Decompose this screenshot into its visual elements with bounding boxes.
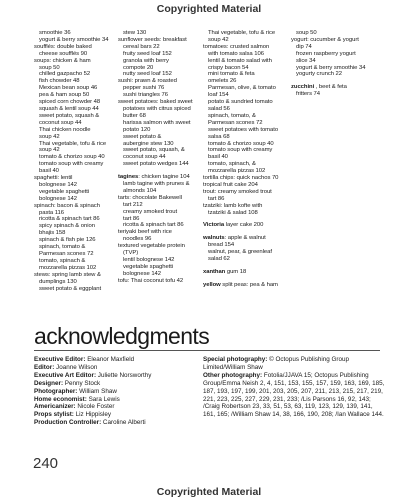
index-entry: pasta 116: [39, 209, 64, 216]
index-entry: basil 40: [208, 154, 228, 161]
index-entry: bolognese 142: [39, 195, 78, 202]
index-entry: mozzarella pizzas 102: [39, 264, 97, 271]
credit-line: [34, 403, 199, 411]
index-entry: spaghetti: lentil: [34, 175, 73, 182]
credit-name: William Shaw: [77, 387, 117, 395]
index-entry: omelets 26: [208, 78, 237, 85]
credit-role: Executive Editor:: [34, 356, 86, 363]
credit-line: [34, 388, 199, 396]
index-entry: butter 68: [123, 112, 146, 119]
index-entry: Parmesan scones 72: [39, 251, 94, 257]
credit-role: Photographer:: [34, 387, 78, 395]
index-entry: tagines: chicken tagine 104: [118, 174, 190, 181]
index-entry: Parmesan scones 72: [208, 119, 263, 126]
index-entry: bolognese 142: [123, 270, 162, 277]
index-entry: sushi triangles 76: [123, 92, 168, 99]
index-entry: Thai vegetable, tofu & rice: [39, 140, 107, 147]
index-entry: pea & ham soup 50: [39, 92, 90, 99]
index-entry: stews: spring lamb stew &: [34, 271, 101, 278]
index-entry: frozen raspberry yogurt: [296, 50, 356, 57]
index-entry: nutty seed loaf 152: [123, 71, 172, 78]
index-entry: fruity seed loaf 152: [123, 50, 172, 57]
index-entry: slice 34: [296, 57, 316, 64]
credit-role: Other photography:: [203, 371, 263, 379]
index-headword: Victoria: [203, 222, 225, 229]
index-entry: lentil & tomato salad with: [208, 57, 272, 64]
index-entry: crispy bacon 54: [208, 64, 249, 71]
index-entry: spiced corn chowder 48: [39, 99, 101, 106]
index-entry: stew 130: [123, 30, 147, 36]
index-entry: tzatziki & salad 108: [208, 209, 258, 216]
credit-line: [34, 380, 199, 388]
index-headword: yellow: [203, 281, 221, 288]
credit-name: Sara Lewis: [86, 395, 120, 403]
credit-role: Production Controller:: [34, 419, 102, 427]
index-entry: yogurt & berry smoothie 34: [39, 36, 109, 43]
index-entry: squash & lentil soup 44: [39, 105, 99, 112]
index-entry: sweet potatoes: baked sweet: [118, 99, 193, 106]
page-number: 240: [33, 455, 59, 472]
index-entry: salad 56: [208, 105, 230, 112]
index-entry: tomato & chorizo soup 40: [39, 154, 105, 161]
index-entry: bhajis 158: [39, 230, 66, 237]
index-entry: sunflower seeds: breakfast: [118, 36, 187, 43]
index-entry: lamb tagine with prunes &: [123, 181, 190, 188]
index-entry: noodles 96: [123, 236, 152, 243]
index-entry: spicy spinach & onion: [39, 223, 95, 230]
index-entry: dip 74: [296, 43, 312, 50]
credit-name: Liz Hippisley: [73, 411, 111, 419]
credit-role: Designer:: [34, 379, 64, 387]
credit-name: Fotolia/JJAVA 15; Octopus Publishing Group/Emma Neish 2, 4, 151, 153, 155, 157, 159, 163, 169, 185, 187, 193, 197, 199, 201, 203, 205, 207, 211, 213, 215, 217, 219, 221, 223, 225, 227, 229, 231, 233; /Lis Parsons 16, 92, 143; /Craig Robertson 23, 33, 51, 53, 63, 119, 123, 129, 139, 141, 161, 165; /William Shaw 14, 38, 166, 190, 208; /Ian Wallace 144.: [203, 371, 385, 419]
credit-line: [34, 396, 199, 404]
index-entry: yogurty crunch 22: [296, 71, 342, 78]
credit-role: Executive Art Editor:: [34, 371, 97, 379]
index-entry: sushi: prawn & roasted: [118, 78, 177, 85]
credit-name: Nicole Foster: [75, 403, 115, 411]
index-headword: walnuts: [203, 235, 225, 242]
index-entry: tzatziki: lamb kofte with: [203, 202, 263, 209]
index-entry: tomatoes: crusted salmon: [203, 43, 270, 50]
index-entry: cereal bars 22: [123, 43, 160, 50]
index-entry: compote 20: [123, 64, 154, 71]
index-entry: granola with berry: [123, 57, 169, 64]
index-column-3: [203, 30, 278, 289]
watermark-top: Copyrighted Material: [156, 3, 262, 15]
index-entry: tomato & chorizo soup 40: [208, 140, 274, 147]
index-entry: potato 120: [123, 126, 151, 133]
credit-name: Penny Stock: [63, 379, 101, 387]
index-entry: yogurt & berry smoothie 34: [296, 64, 366, 71]
credit-role: Props stylist:: [34, 411, 74, 419]
index-entry: salad 62: [208, 256, 230, 263]
index-entry: teriyaki beef with rice: [118, 229, 172, 236]
index-entry: tarts: chocolate Bakewell: [118, 194, 182, 201]
index-entry: mini tomato & feta: [208, 71, 255, 78]
section-divider: [34, 350, 380, 351]
credit-role: Special photography:: [203, 356, 268, 363]
index-entry: salsa 68: [208, 133, 230, 140]
credit-role: Editor:: [34, 363, 55, 371]
index-entry: coconut soup 44: [123, 154, 166, 161]
index-entry: Thai chicken noodle: [39, 126, 91, 133]
index-entry: textured vegetable protein: [118, 243, 185, 250]
index-entry: with tomato salsa 106: [208, 50, 264, 57]
index-entry: tofu: Thai coconut tofu 42: [118, 277, 184, 284]
index-entry: soup 42: [39, 133, 60, 140]
credit-role: Americanizer:: [34, 403, 76, 411]
index-entry: ricotta & spinach tart 86: [123, 222, 184, 229]
index-entry: trout: creamy smoked trout: [203, 188, 272, 195]
index-entry: tropical fruit cake 204: [203, 181, 258, 188]
credit-line: [34, 356, 199, 364]
index-entry: pepper sushi 76: [123, 85, 165, 92]
index-entry: walnuts: apple & walnut: [203, 235, 266, 242]
index-entry: soup 42: [39, 147, 60, 154]
index-entry: xanthan gum 18: [203, 269, 247, 275]
acknowledgments-heading: acknowledgments: [34, 323, 210, 349]
index-entry: sweet potato wedges 144: [123, 161, 189, 168]
index-entry: potatoes with citrus spiced: [123, 105, 191, 112]
credit-name: © Octopus Publishing Group Limited/William Shaw: [203, 356, 350, 371]
index-entry: Thai vegetable, tofu & rice: [208, 30, 276, 36]
index-entry: yogurt: cucumber & yogurt: [291, 36, 359, 43]
index-entry: soups: chicken & ham: [34, 57, 91, 64]
index-entry: vegetable spaghetti: [123, 263, 174, 270]
index-entry: potato & sundried tomato: [208, 99, 273, 106]
index-headword: xanthan: [203, 269, 226, 275]
index-entry: walnut, pear, & greenleaf: [208, 249, 272, 256]
index-entry: basil 40: [39, 168, 59, 175]
credit-line: [203, 356, 385, 372]
index-entry: spinach, tomato &: [39, 244, 86, 251]
index-headword: tagines: [118, 174, 139, 181]
index-column-1: [34, 30, 108, 292]
index-entry: sweet potato &: [123, 133, 162, 140]
index-entry: tomato, spinach, &: [208, 161, 256, 168]
index-entry: smoothie 36: [39, 30, 71, 36]
index-entry: soufflés: double baked: [34, 43, 92, 50]
index-entry: zucchini , beet & feta: [291, 84, 347, 91]
index-entry: bolognese 142: [39, 181, 78, 188]
index-entry: cheese soufflés 90: [39, 50, 88, 57]
index-section: [0, 30, 418, 300]
index-entry: fritters 74: [296, 91, 321, 98]
index-entry: creamy smoked trout: [123, 208, 178, 215]
index-entry: Victoria layer cake 200: [203, 222, 264, 229]
index-entry: sweet potato, squash, &: [123, 147, 185, 154]
credit-line: [34, 364, 199, 372]
index-entry: sweet potatoes with tomato: [208, 126, 279, 133]
index-entry: spinach & fish pie 126: [39, 237, 96, 244]
index-entry: Mexican bean soup 46: [39, 85, 98, 92]
credit-role: Home economist:: [34, 395, 87, 403]
index-entry: coconut soup 44: [39, 119, 82, 126]
credit-name: Juliette Norsworthy: [96, 371, 152, 379]
credit-name: Joanne Wilson: [54, 363, 98, 371]
index-entry: tomato soup with creamy: [39, 161, 104, 168]
index-entry: tart 86: [123, 215, 140, 222]
credits-left: [34, 356, 199, 427]
index-entry: soup 50: [39, 64, 60, 71]
index-entry: tomato soup with creamy: [208, 147, 273, 154]
index-entry: aubergine stew 130: [123, 140, 174, 147]
watermark-bottom: Copyrighted Material: [156, 486, 262, 498]
index-entry: yellow split peas: pea & ham: [203, 281, 278, 288]
index-entry: soup 42: [208, 36, 229, 43]
index-headword: zucchini: [291, 84, 315, 91]
index-entry: mozzarella pizzas 102: [208, 168, 266, 175]
index-entry: tortilla chips: quick nachos 70: [203, 175, 279, 182]
credit-line: [203, 372, 385, 419]
index-entry: tart 212: [123, 201, 143, 208]
credit-name: Eleanor Maxfield: [85, 356, 135, 363]
credit-line: [34, 419, 199, 427]
credit-name: Caroline Alberti: [101, 419, 146, 427]
index-entry: vegetable spaghetti: [39, 188, 90, 195]
index-entry: spinach: bacon & spinach: [34, 202, 100, 209]
index-entry: almonds 104: [123, 187, 157, 194]
index-entry: sweet potato & eggplant: [39, 285, 102, 292]
credit-line: [34, 372, 199, 380]
index-entry: loaf 154: [208, 92, 229, 99]
index-entry: fish chowder 48: [39, 78, 80, 85]
index-entry: ricotta & spinach tart 86: [39, 216, 100, 223]
credits-right: [203, 356, 385, 419]
index-entry: spinach, tomato, &: [208, 112, 256, 119]
index-entry: harissa salmon with sweet: [123, 119, 191, 126]
index-entry: dumplings 130: [39, 278, 77, 285]
index-entry: soup 50: [296, 30, 317, 36]
index-entry: tart 86: [208, 195, 225, 202]
index-entry: chilled gazpacho 52: [39, 71, 91, 78]
index-column-4: [291, 30, 365, 98]
index-entry: Parmesan, olive, & tomato: [208, 85, 276, 92]
index-entry: lentil bolognese 142: [123, 257, 175, 263]
index-entry: sweet potato, squash &: [39, 112, 100, 119]
index-column-2: [118, 30, 193, 285]
index-entry: tomato, spinach &: [39, 257, 86, 264]
credit-line: [34, 411, 199, 419]
index-entry: bread 154: [208, 242, 235, 249]
index-entry: (TVP): [123, 250, 139, 257]
